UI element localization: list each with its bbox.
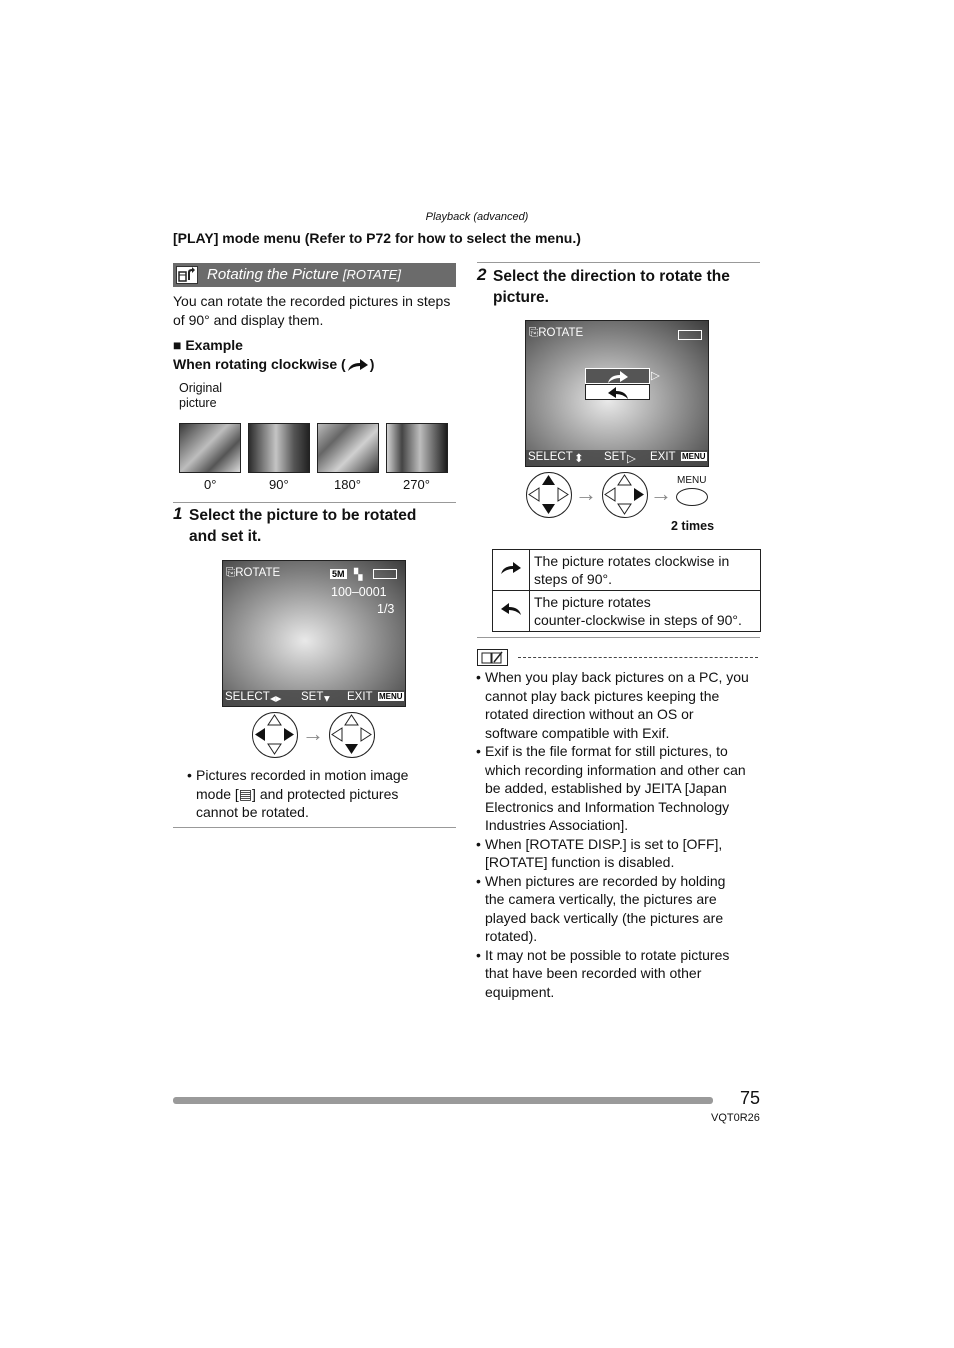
example-subheading	[173, 355, 374, 374]
dpad-down	[329, 712, 375, 758]
note-line: that have been recorded with other	[485, 965, 702, 981]
section-title-bar	[173, 263, 456, 287]
table-text-cell	[530, 550, 761, 591]
rotate-mode-icon: ⎘	[529, 327, 539, 339]
screen-mode	[226, 567, 280, 580]
step-2-text-line1: Select the direction to rotate the	[493, 268, 730, 285]
note-line: When [ROTATE DISP.] is set to [OFF],	[485, 835, 723, 852]
note-line: Pictures recorded in motion image	[196, 767, 409, 783]
picture-count: 1/3	[377, 602, 395, 616]
rotate-menu-icon	[176, 266, 198, 284]
screen-guide-bar	[223, 690, 405, 706]
table-text: The picture rotates clockwise in	[534, 553, 730, 569]
note-icon	[477, 649, 508, 666]
section-title	[207, 266, 401, 283]
screen-mode	[529, 327, 583, 340]
example-sub-text: When rotating clockwise (	[173, 356, 346, 372]
up-down-icon: ⬍	[574, 453, 584, 465]
step-2-text-line2: picture.	[493, 289, 549, 306]
table-text: steps of 90°.	[534, 571, 612, 587]
screen-guide-bar	[526, 450, 708, 466]
camera-screen-step1	[222, 560, 406, 707]
section-label: Playback (advanced)	[425, 211, 529, 223]
step-2-number: 2	[477, 265, 487, 284]
table-icon-cell	[493, 550, 530, 591]
quality-icon: ▚	[354, 569, 363, 581]
intro-text: You can rotate the recorded pictures in steps of 90° and display them.	[173, 293, 451, 328]
note-line: rotated).	[485, 928, 538, 944]
note-line: Electronics and Information Technology	[485, 798, 730, 815]
rotate-counterclockwise-icon	[606, 386, 630, 400]
divider	[173, 502, 456, 503]
note-dashed-rule	[518, 657, 758, 658]
divider	[477, 262, 760, 263]
original-label-2: picture	[179, 396, 217, 410]
divider	[173, 827, 456, 828]
thumbnail-90	[248, 423, 310, 473]
select-label: SELECT	[225, 691, 270, 703]
section-title-sub: [ROTATE]	[342, 267, 401, 282]
degree-label: 90°	[269, 477, 289, 492]
down-icon: ▾	[324, 693, 330, 705]
example-sub-end: )	[369, 356, 375, 372]
note-item	[476, 668, 760, 742]
rotate-option-counterclockwise[interactable]	[585, 384, 650, 400]
note-line: Exif is the file format for still pictures, to	[485, 743, 728, 759]
dpad-up-down	[526, 472, 572, 518]
right-arrow-icon: ▷	[651, 370, 660, 382]
table-text: The picture rotates	[534, 594, 651, 610]
menu-badge: MENU	[379, 692, 403, 701]
rotate-clockwise-icon	[346, 358, 370, 372]
notes-list	[476, 668, 760, 1001]
note-line: the camera vertically, the pictures are	[485, 891, 717, 907]
thumbnail-270	[386, 423, 448, 473]
menu-badge: MENU	[682, 452, 706, 461]
table-row	[493, 550, 761, 591]
note-line: equipment.	[485, 983, 555, 1000]
rotate-counterclockwise-icon	[499, 602, 523, 616]
example-heading: ■ Example	[173, 337, 243, 353]
step-1-note	[187, 766, 453, 822]
battery-icon	[373, 569, 397, 579]
left-right-icon: ◂▸	[270, 693, 282, 705]
step-1-number: 1	[173, 504, 183, 523]
menu-button-label: MENU	[677, 475, 707, 486]
exit-label: EXIT	[347, 691, 373, 703]
dpad-left-right	[252, 712, 298, 758]
rotation-table	[492, 549, 761, 632]
document-code: VQT0R26	[711, 1112, 760, 1124]
section-title-text: Rotating the Picture	[207, 266, 339, 283]
degree-label: 180°	[334, 477, 361, 492]
screen-mode-label: ROTATE	[538, 327, 584, 339]
arrow-right-icon: →	[302, 721, 324, 746]
rotate-mode-icon: ⎘	[226, 567, 236, 579]
note-line: cannot be rotated.	[196, 804, 309, 820]
note-item	[476, 946, 760, 1002]
camera-screen-step2	[525, 320, 709, 467]
degree-label: 270°	[403, 477, 430, 492]
note-line: It may not be possible to rotate pictures	[485, 946, 730, 963]
step-1-text-line1: Select the picture to be rotated	[189, 507, 417, 524]
note-line: ] and protected pictures	[252, 785, 399, 802]
note-line: When pictures are recorded by holding	[485, 872, 726, 889]
page-number: 75	[740, 1088, 761, 1108]
set-label: SET	[301, 691, 324, 703]
menu-reference: [PLAY] mode menu (Refer to P72 for how to select the menu.)	[173, 230, 581, 246]
table-icon-cell	[493, 591, 530, 632]
table-text: counter-clockwise in steps of 90°.	[534, 612, 742, 628]
footer-rule	[173, 1097, 713, 1104]
note-line: cannot play back pictures keeping the	[485, 687, 720, 704]
note-item	[476, 742, 760, 835]
note-line: Industries Association].	[485, 817, 629, 833]
battery-icon	[678, 330, 702, 340]
file-number: 100–0001	[331, 585, 387, 599]
note-line: mode [	[196, 785, 239, 802]
exit-label: EXIT	[650, 451, 676, 463]
note-line: [ROTATE] function is disabled.	[485, 854, 675, 870]
thumbnail-0	[179, 423, 241, 473]
divider	[477, 637, 760, 638]
set-label: SET	[604, 451, 627, 463]
table-row	[493, 591, 761, 632]
times-label: 2 times	[671, 519, 715, 533]
note-line: software compatible with Exif.	[485, 724, 670, 741]
note-line: which recording information and other can	[485, 761, 746, 778]
note-line: When you play back pictures on a PC, you	[485, 669, 749, 685]
screen-mode-label: ROTATE	[235, 567, 281, 579]
original-label-1: Original	[179, 381, 223, 395]
right-icon: ▷	[627, 453, 636, 465]
dpad-right	[602, 472, 648, 518]
arrow-right-icon: →	[575, 481, 597, 506]
rotate-clockwise-icon	[606, 370, 630, 384]
rotate-clockwise-icon	[499, 561, 523, 575]
menu-button	[676, 488, 708, 506]
step-1-text-line2: and set it.	[189, 528, 262, 545]
arrow-right-icon: →	[650, 481, 672, 506]
motion-image-icon: ▤	[238, 785, 253, 802]
degree-label: 0°	[204, 477, 217, 492]
rotate-option-clockwise[interactable]	[585, 368, 650, 384]
note-line: played back vertically (the pictures are	[485, 909, 724, 926]
table-text-cell	[530, 591, 761, 632]
size-badge: 5M	[332, 569, 345, 579]
note-line: rotated direction without an OS or	[485, 706, 694, 722]
thumbnail-180	[317, 423, 379, 473]
note-item	[476, 872, 760, 946]
note-item	[476, 835, 760, 872]
select-label: SELECT	[528, 451, 573, 463]
note-line: be added, established by JEITA [Japan	[485, 780, 727, 796]
